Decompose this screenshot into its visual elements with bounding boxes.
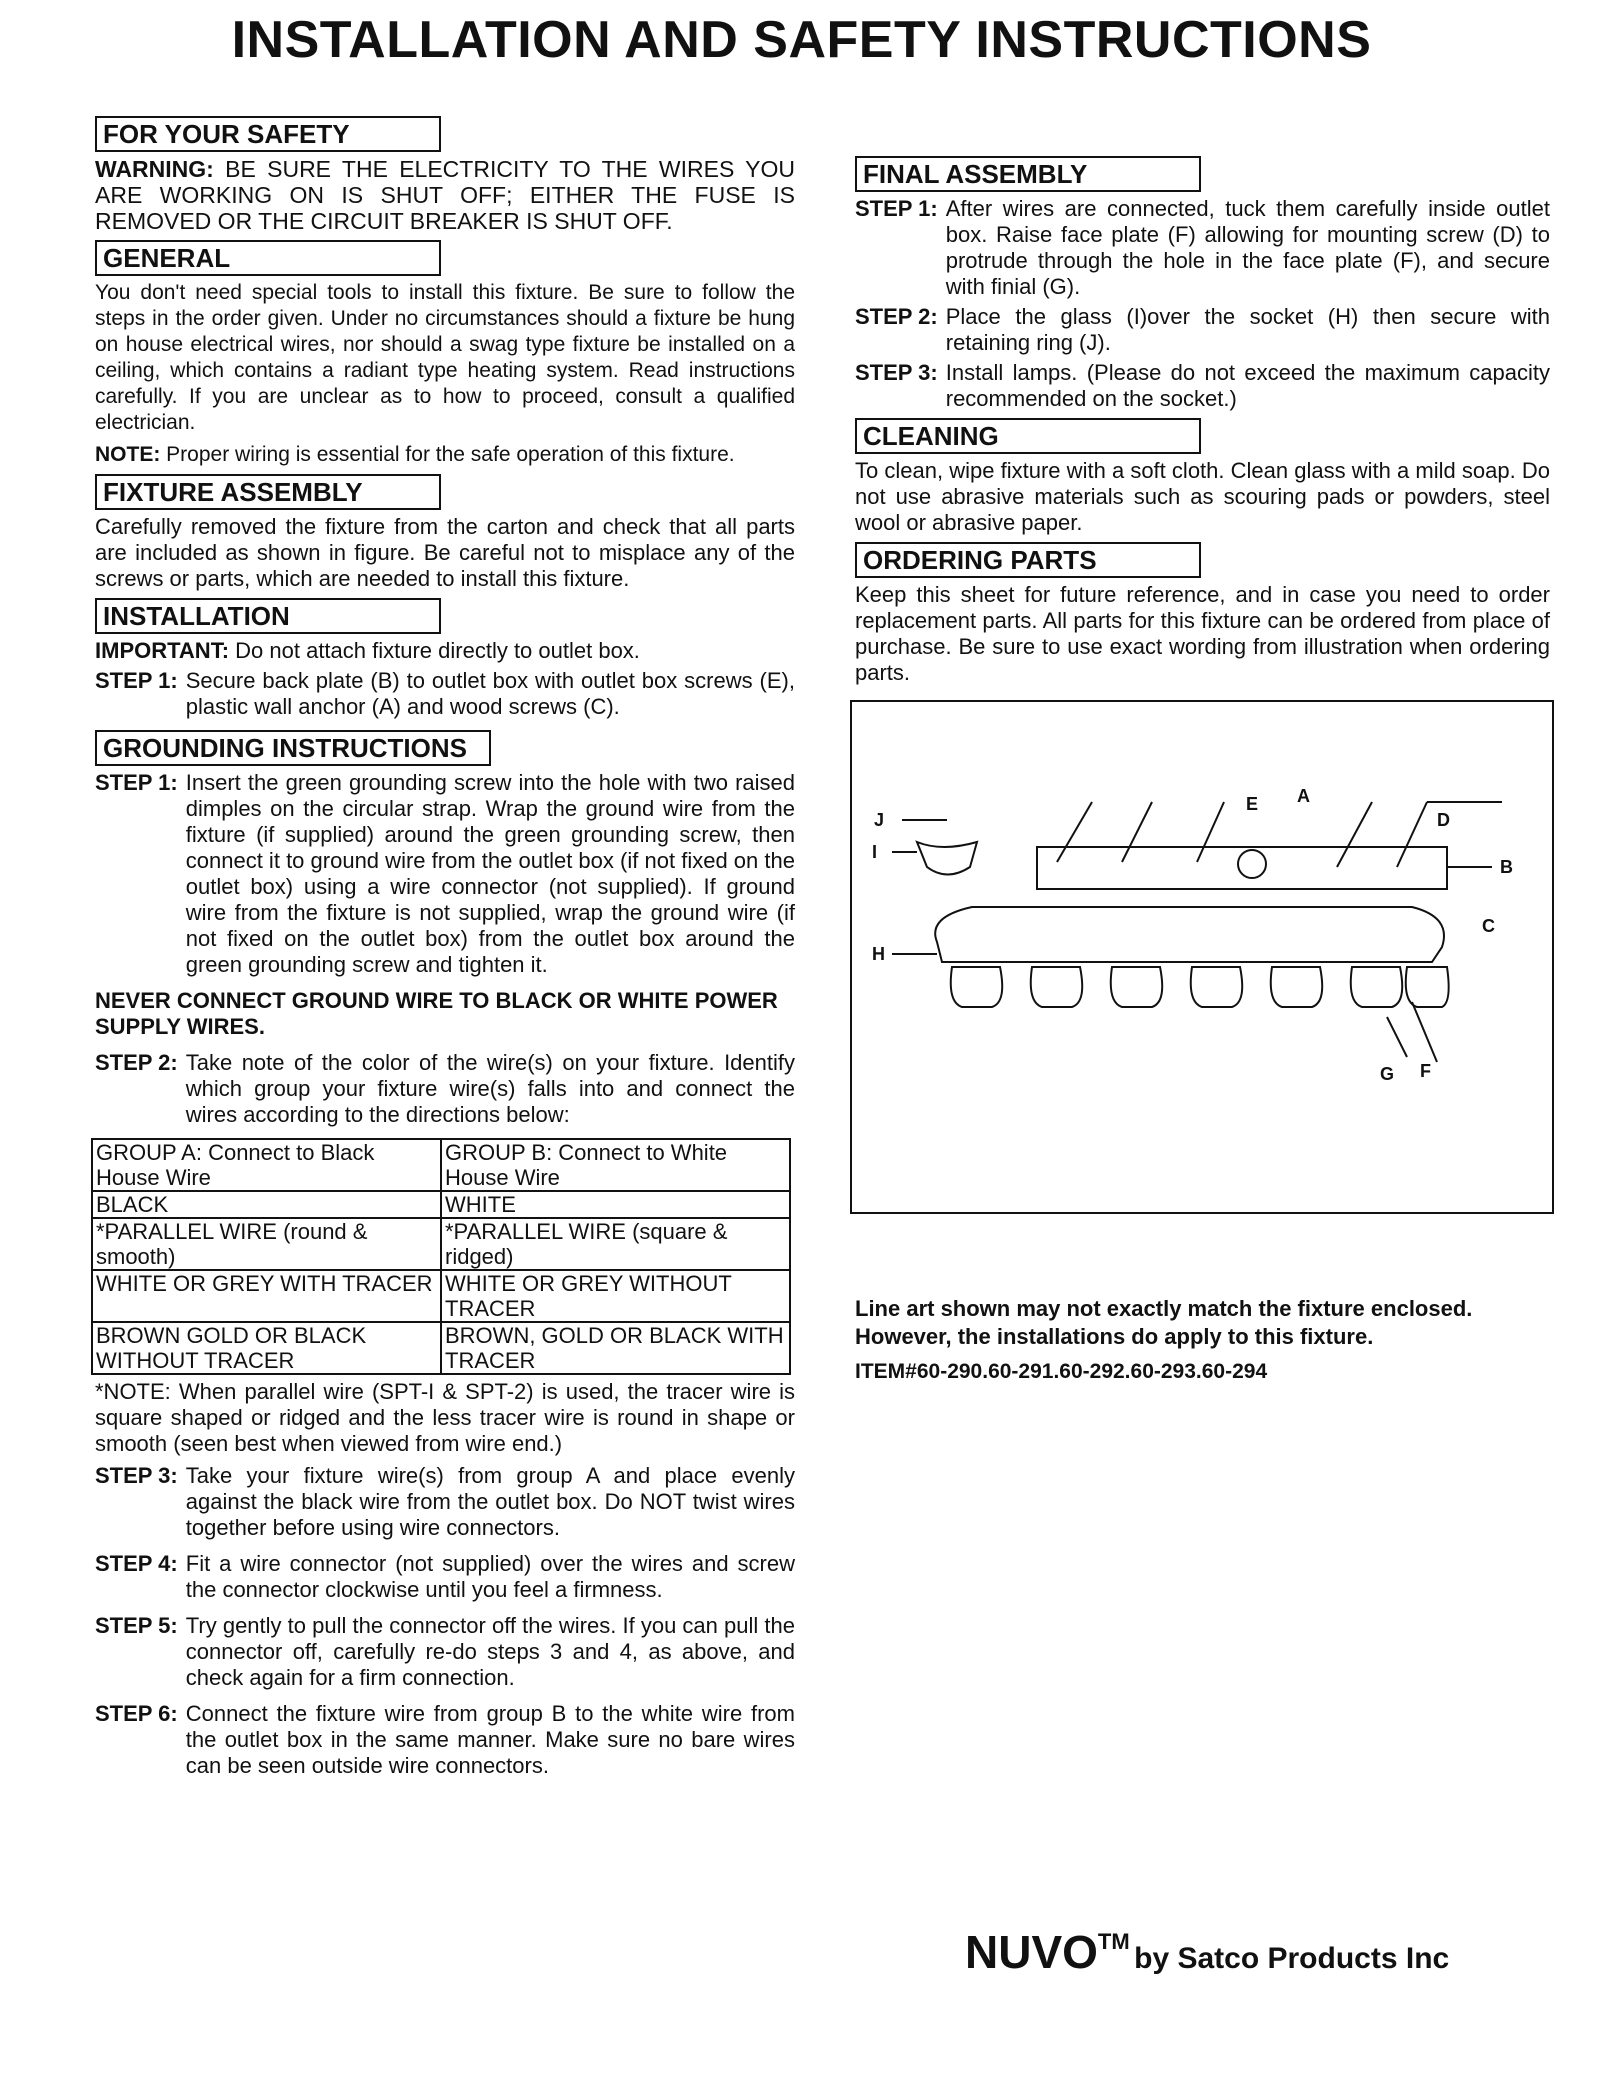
diagram-label-i: I (872, 842, 878, 862)
table-cell: BROWN GOLD OR BLACK WITHOUT TRACER (92, 1322, 441, 1374)
section-header-installation: INSTALLATION (95, 598, 441, 634)
diagram-label-h: H (872, 944, 885, 964)
step-label: STEP 4: (95, 1551, 178, 1576)
important-label: IMPORTANT: (95, 638, 230, 663)
diagram-label-j: J (874, 810, 885, 830)
final-step-1 (855, 196, 1550, 300)
step-text: Secure back plate (B) to outlet box with outlet box screws (E), plastic wall anchor (A) and wood screws (C). (185, 668, 795, 719)
table-row (92, 1270, 790, 1322)
section-header-ordering: ORDERING PARTS (855, 542, 1201, 578)
grounding-step-6 (95, 1701, 795, 1779)
table-cell: BLACK (92, 1191, 441, 1218)
grounding-step-5 (95, 1613, 795, 1691)
grounding-step-3 (95, 1463, 795, 1541)
step-text: Fit a wire connector (not supplied) over the wires and screw the connector clockwise until you feel a firmness. (185, 1551, 795, 1602)
diagram-label-c: C (1482, 916, 1495, 936)
step-text: Connect the fixture wire from group B to the white wire from the outlet box in the same manner. Make sure no bare wires can be seen outside wire connectors. (185, 1701, 795, 1778)
step-text: After wires are connected, tuck them carefully inside outlet box. Raise face plate (F) allowing for mounting screw (D) to protrude through the hole in the face plate (F), and secure with finial (G). (945, 196, 1550, 299)
step-label: STEP 3: (95, 1463, 178, 1488)
grounding-step-1 (95, 770, 795, 978)
section-header-final-assembly: FINAL ASSEMBLY (855, 156, 1201, 192)
right-column (855, 150, 1550, 692)
left-column (95, 110, 795, 1789)
diagram-label-b: B (1500, 857, 1513, 877)
diagram-label-g: G (1380, 1064, 1395, 1084)
grounding-step-2 (95, 1050, 795, 1128)
diagram-label-e: E (1246, 794, 1259, 814)
table-row (92, 1322, 790, 1374)
section-header-general: GENERAL (95, 240, 441, 276)
fixture-line-art (852, 702, 1552, 1212)
section-header-fixture-assembly: FIXTURE ASSEMBLY (95, 474, 441, 510)
table-row (92, 1218, 790, 1270)
section-header-grounding: GROUNDING INSTRUCTIONS (95, 730, 491, 766)
table-row (92, 1191, 790, 1218)
final-step-3 (855, 360, 1550, 412)
step-text: Take note of the color of the wire(s) on your fixture. Identify which group your fixture wire(s) falls into and connect the wires according to the directions below: (185, 1050, 795, 1127)
table-cell: WHITE OR GREY WITHOUT TRACER (441, 1270, 790, 1322)
diagram-label-a: A (1297, 786, 1310, 806)
brand-tagline: by Satco Products Inc (1134, 1942, 1450, 1975)
step-label: STEP 2: (95, 1050, 178, 1075)
step-text: Take your fixture wire(s) from group A and place evenly against the black wire from the outlet box. Do NOT twist wires together before using wire connectors. (185, 1463, 795, 1540)
diagram-label-f: F (1420, 1061, 1431, 1081)
note-body: Proper wiring is essential for the safe operation of this fixture. (166, 443, 735, 466)
fixture-diagram (850, 700, 1554, 1214)
fixture-assembly-text: Carefully removed the fixture from the carton and check that all parts are included as shown in figure. Be careful not to misplace any of the screws or parts, which are needed to install this fixture. (95, 514, 795, 591)
step-text: Place the glass (I)over the socket (H) then secure with retaining ring (J). (945, 304, 1550, 355)
table-cell: GROUP B: Connect to White House Wire (441, 1139, 790, 1191)
general-note (95, 442, 795, 468)
note-label: NOTE: (95, 443, 161, 466)
step-label: STEP 1: (95, 770, 178, 795)
table-cell: *PARALLEL WIRE (square & ridged) (441, 1218, 790, 1270)
diagram-label-d: D (1437, 810, 1450, 830)
important-body: Do not attach fixture directly to outlet box. (235, 638, 640, 663)
brand-footer (965, 1925, 1449, 1979)
never-connect-warning: NEVER CONNECT GROUND WIRE TO BLACK OR WHITE POWER SUPPLY WIRES. (95, 988, 778, 1039)
step-text: Insert the green grounding screw into the hole with two raised dimples on the circular strap. Wrap the ground wire from the fixture (if supplied) around the green grounding screw, then connect it to ground wire from the outlet box (if not fixed on the outlet box) using a wire connector (not supplied). If ground wire from the fixture is not supplied, wrap the ground wire (if not fixed on the outlet box) from the outlet box around the green grounding screw and tighten it. (185, 770, 795, 977)
step-label: STEP 2: (855, 304, 938, 329)
grounding-step-4 (95, 1551, 795, 1603)
item-numbers: ITEM#60-290.60-291.60-292.60-293.60-294 (855, 1360, 1268, 1383)
page-title: INSTALLATION AND SAFETY INSTRUCTIONS (231, 11, 1372, 69)
step-label: STEP 5: (95, 1613, 178, 1638)
shade-group (951, 967, 1449, 1007)
table-cell: *PARALLEL WIRE (round & smooth) (92, 1218, 441, 1270)
step-label: STEP 1: (855, 196, 938, 221)
table-cell: GROUP A: Connect to Black House Wire (92, 1139, 441, 1191)
step-label: STEP 1: (95, 668, 178, 693)
installation-important (95, 638, 795, 664)
table-cell: WHITE OR GREY WITH TRACER (92, 1270, 441, 1322)
step-text: Install lamps. (Please do not exceed the maximum capacity recommended on the socket.) (945, 360, 1550, 411)
section-header-safety: FOR YOUR SAFETY (95, 116, 441, 152)
table-row (92, 1139, 790, 1191)
cleaning-text: To clean, wipe fixture with a soft cloth. Clean glass with a mild soap. Do not use abrasive materials such as scouring pads or powders, steel wool or abrasive paper. (855, 458, 1550, 535)
step-label: STEP 6: (95, 1701, 178, 1726)
ordering-text: Keep this sheet for future reference, and in case you need to order replacement parts. All parts for this fixture can be ordered from place of purchase. Be sure to use exact wording from illustration when ordering parts. (855, 582, 1550, 685)
step-text: Try gently to pull the connector off the wires. If you can pull the connector off, carefully re-do steps 3 and 4, as above, and check again for a firm connection. (185, 1613, 795, 1690)
table-cell: WHITE (441, 1191, 790, 1218)
warning-text (95, 156, 795, 234)
step-label: STEP 3: (855, 360, 938, 385)
warning-body: BE SURE THE ELECTRICITY TO THE WIRES YOU ARE WORKING ON IS SHUT OFF; EITHER THE FUSE IS REMOVED OR THE CIRCUIT BREAKER IS SHUT OFF. (95, 156, 796, 234)
glass-shape (917, 842, 977, 875)
table-cell: BROWN, GOLD OR BLACK WITH TRACER (441, 1322, 790, 1374)
installation-step-1 (95, 668, 795, 720)
table-note: *NOTE: When parallel wire (SPT-I & SPT-2) is used, the tracer wire is square shaped or ridged and the less tracer wire is round in shape or smooth (seen best when viewed from wire end.) (95, 1379, 795, 1456)
section-header-cleaning: CLEANING (855, 418, 1201, 454)
trademark: TM (1097, 1929, 1130, 1954)
warning-label: WARNING: (95, 156, 214, 182)
face-plate-shape (935, 907, 1444, 962)
final-step-2 (855, 304, 1550, 356)
wire-group-table (91, 1138, 791, 1375)
general-text: You don't need special tools to install this fixture. Be sure to follow the steps in the order given. Under no circumstances should a fixture be hung on house electrical wires, nor should a swag type fixture be installed on a ceiling, which contains a radiant type heating system. Read instructions carefully. If you are unclear as to how to proceed, consult a qualified electrician. (95, 281, 795, 434)
line-art-disclaimer: Line art shown may not exactly match the fixture enclosed. However, the installations do apply to this fixture. (855, 1296, 1473, 1349)
brand-name: NUVO (965, 1926, 1098, 1978)
